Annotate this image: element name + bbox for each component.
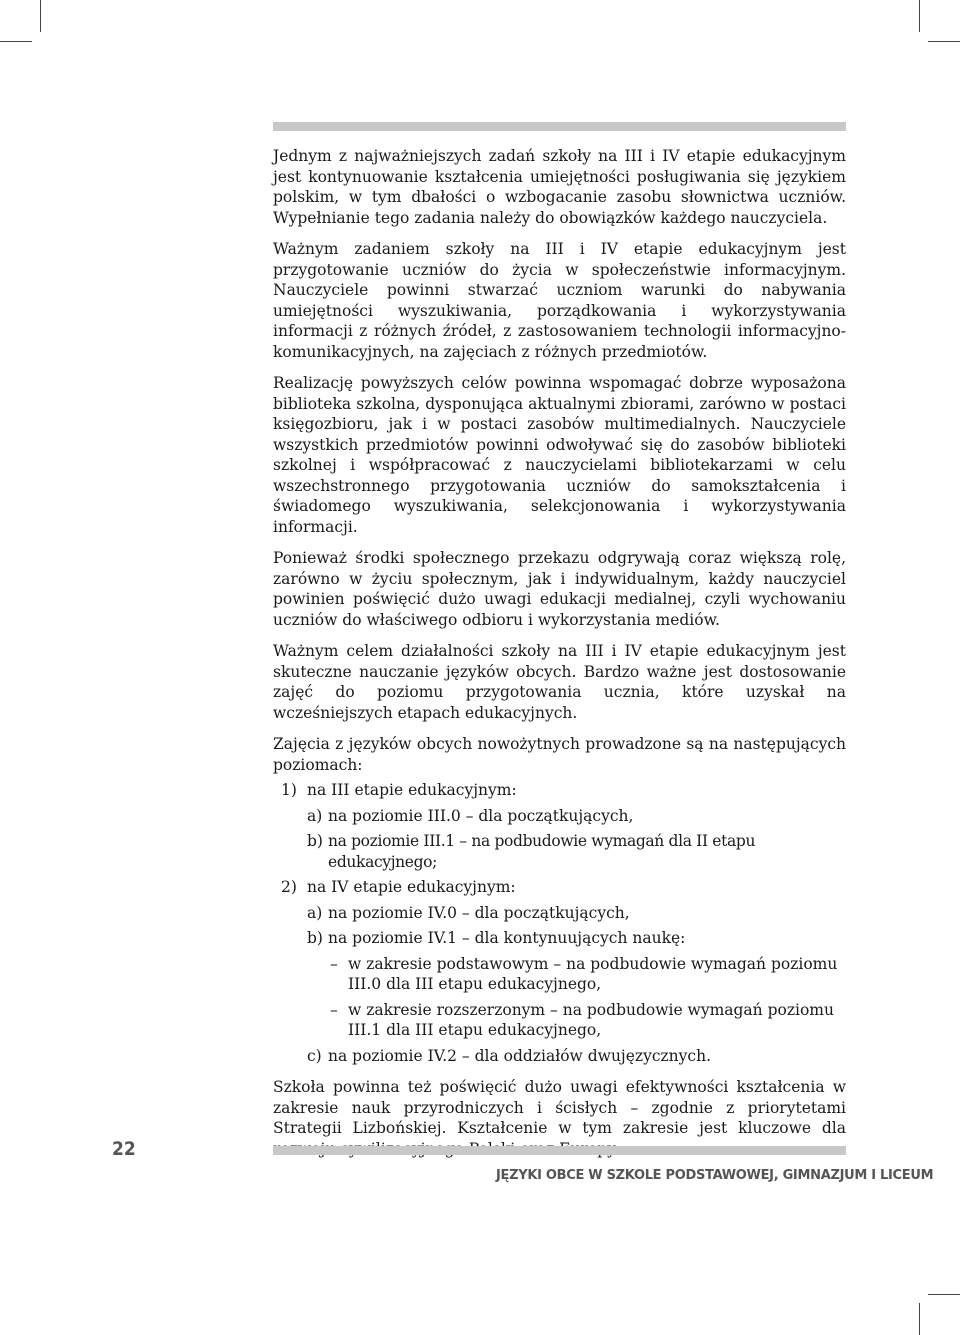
page-content bbox=[273, 146, 846, 1170]
list-marker: b) bbox=[307, 929, 323, 947]
crop-mark bbox=[928, 1294, 960, 1295]
list-item-text: w zakresie podstawowym – na podbudowie wymagań poziomu III.0 dla III etapu edukacyjnego, bbox=[348, 954, 838, 993]
list-item bbox=[273, 928, 846, 949]
list-item-text: na poziomie III.0 – dla początkujących, bbox=[328, 806, 634, 825]
list-item bbox=[273, 831, 846, 872]
footer-rule bbox=[273, 1146, 846, 1155]
crop-mark bbox=[40, 0, 41, 32]
page-number: 22 bbox=[112, 1138, 136, 1160]
list-marker: c) bbox=[307, 1046, 322, 1065]
header-rule bbox=[273, 122, 846, 131]
paragraph: Ważnym celem działalności szkoły na III i IV etapie edukacyjnym jest skuteczne nauczanie języków obcych. Bardzo ważne jest dostosowanie zajęć do poziomu przygotowania ucznia, które uzyskał na wcześniejszych etapach edukacyjnych. bbox=[273, 642, 846, 722]
list-item bbox=[273, 780, 846, 801]
list-marker: a) bbox=[307, 903, 323, 922]
paragraph: Realizację powyższych celów powinna wspomagać dobrze wyposażona biblioteka szkolna, dysponująca aktualnymi zbiorami, zarówno w postaci księgozbioru, jak i w postaci zasobów multimedialnych. Nauczyciele wszystkich przedmiotów powinni odwoływać się do zasobów biblioteki szkolnej i współpracować z nauczycielami bibliotekarzami w celu wszechstronnego przygotowania uczniów do samokształcenia i świadomego wyszukiwania, selekcjonowania i wykorzystywania informacji. bbox=[273, 374, 846, 536]
list-item-text: na poziomie III.1 – na podbudowie wymagań dla II etapu edukacyjnego; bbox=[328, 832, 756, 871]
list-item-text: na poziomie IV.1 – dla kontynuujących naukę: bbox=[328, 929, 686, 947]
list-marker: 2) bbox=[281, 878, 297, 896]
crop-mark bbox=[928, 41, 960, 42]
list-item bbox=[273, 954, 846, 995]
list-item bbox=[273, 1000, 846, 1041]
list-item bbox=[273, 903, 846, 924]
list-item-text: na poziomie IV.2 – dla oddziałów dwujęzycznych. bbox=[328, 1046, 712, 1065]
list-item-text: w zakresie rozszerzonym – na podbudowie wymagań poziomu III.1 dla III etapu edukacyjnego, bbox=[348, 1000, 834, 1039]
crop-mark bbox=[919, 1303, 920, 1335]
dash-marker: – bbox=[330, 954, 338, 973]
running-footer-title: JĘZYKI OBCE W SZKOLE PODSTAWOWEJ, GIMNAZJUM I LICEUM bbox=[496, 1168, 934, 1183]
list-item-text: na III etapie edukacyjnym: bbox=[307, 781, 517, 799]
list-marker: b) bbox=[307, 832, 323, 850]
paragraph: Zajęcia z języków obcych nowożytnych prowadzone są na następujących poziomach: bbox=[273, 735, 846, 774]
list-item-text: na IV etapie edukacyjnym: bbox=[307, 878, 516, 896]
paragraph: Jednym z najważniejszych zadań szkoły na III i IV etapie edukacyjnym jest kontynuowanie kształcenia umiejętności posługiwania się językiem polskim, w tym dbałości o wzbogacanie zasobu słownictwa uczniów. Wypełnianie tego zadania należy do obowiązków każdego nauczyciela. bbox=[273, 147, 846, 227]
paragraph: Ponieważ środki społecznego przekazu odgrywają coraz większą rolę, zarówno w życiu społecznym, jak i indywidualnym, każdy nauczyciel powinien poświęcić dużo uwagi edukacji medialnej, czyli wychowaniu uczniów do właściwego odbioru i wykorzystania mediów. bbox=[273, 549, 846, 629]
list-item bbox=[273, 877, 846, 898]
list-marker: 1) bbox=[281, 781, 297, 799]
list-marker: a) bbox=[307, 806, 323, 825]
paragraph: Ważnym zadaniem szkoły na III i IV etapie edukacyjnym jest przygotowanie uczniów do życia w społeczeństwie informacyjnym. Nauczyciele powinni stwarzać uczniom warunki do nabywania umiejętności wyszukiwania, porządkowania i wykorzystywania informacji z różnych źródeł, z zastosowaniem technologii informacyjno-komunikacyjnych, na zajęciach z różnych przedmiotów. bbox=[273, 240, 846, 361]
crop-mark bbox=[919, 0, 920, 32]
list-item bbox=[273, 1046, 846, 1067]
list-item bbox=[273, 806, 846, 827]
list-item-text: na poziomie IV.0 – dla początkujących, bbox=[328, 903, 630, 922]
paragraph: Szkoła powinna też poświęcić dużo uwagi efektywności kształcenia w zakresie nauk przyrodniczych i ścisłych – zgodnie z priorytetami Strategii Lizbońskiej. Kształcenie w tym zakresie jest kluczowe dla bbox=[273, 1078, 846, 1137]
dash-marker: – bbox=[330, 1000, 338, 1019]
crop-mark bbox=[0, 41, 32, 42]
